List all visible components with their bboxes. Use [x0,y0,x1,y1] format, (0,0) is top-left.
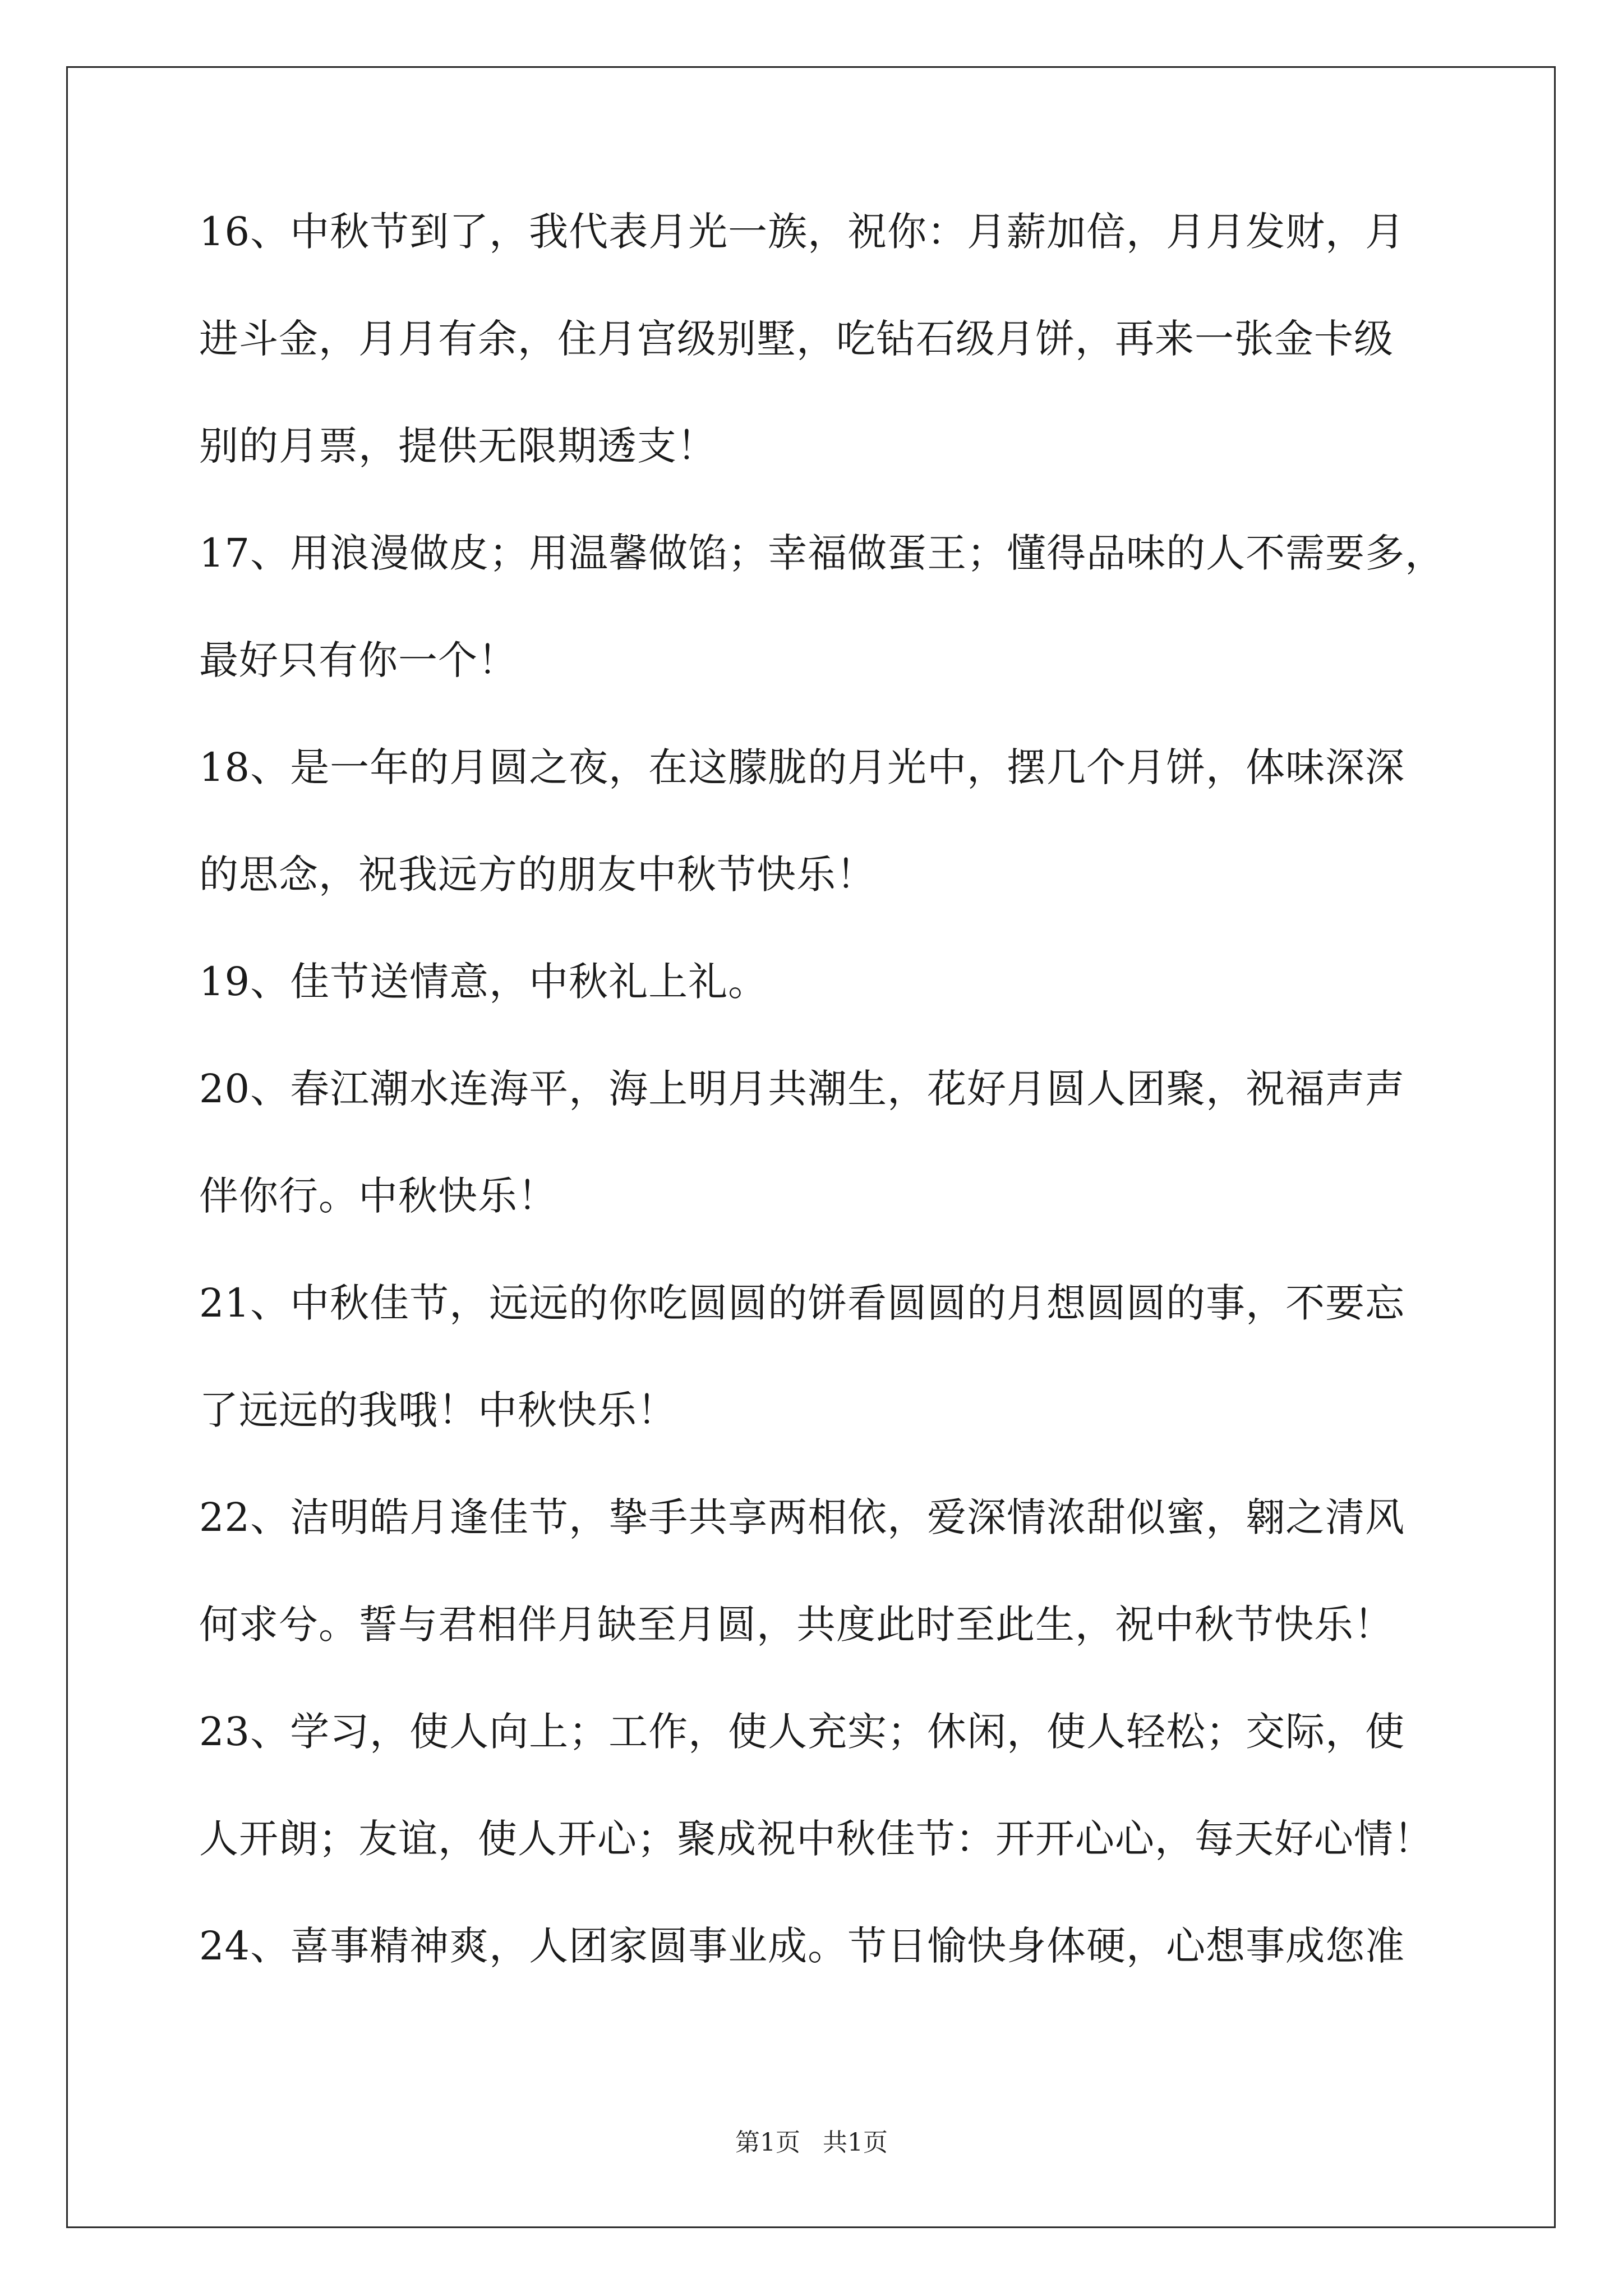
page-number: 第1页 [735,2128,800,2157]
text-line: 16、中秋节到了，我代表月光一族，祝你：月薪加倍，月月发财，月 [199,209,1405,255]
text-line: 何求兮。誓与君相伴月缺至月圆，共度此时至此生，祝中秋节快乐！ [199,1602,1394,1648]
document-body [199,209,1445,2032]
text-line: 18、是一年的月圆之夜，在这朦胧的月光中，摆几个月饼，体味深深 [199,744,1405,790]
text-line: 20、春江潮水连海平，海上明月共潮生，花好月圆人团聚，祝福声声 [199,1066,1405,1112]
text-line: 进斗金，月月有余，住月宫级别墅，吃钻石级月饼，再来一张金卡级 [199,316,1394,362]
text-line: 24、喜事精神爽，人团家圆事业成。节日愉快身体硬，心想事成您准 [199,1923,1405,1969]
text-line: 别的月票，提供无限期透支！ [199,423,717,469]
text-line: 21、中秋佳节，远远的你吃圆圆的饼看圆圆的月想圆圆的事，不要忘 [199,1280,1405,1326]
text-line: 最好只有你一个！ [199,637,518,683]
text-line: 了远远的我哦！中秋快乐！ [199,1387,677,1433]
page-footer [0,2129,1623,2157]
page-total: 共1页 [823,2128,888,2157]
text-line: 19、佳节送情意，中秋礼上礼。 [199,959,768,1005]
text-line: 23、学习，使人向上；工作，使人充实；休闲，使人轻松；交际，使 [199,1709,1405,1755]
text-line: 伴你行。中秋快乐！ [199,1173,557,1219]
text-line: 人开朗；友谊，使人开心；聚成祝中秋佳节：开开心心，每天好心情！ [199,1816,1433,1862]
text-line: 22、洁明皓月逢佳节，挚手共享两相依，爱深情浓甜似蜜，翱之清风 [199,1494,1405,1540]
text-line: 17、用浪漫做皮；用温馨做馅；幸福做蛋王；懂得品味的人不需要多， [199,530,1445,576]
text-line: 的思念，祝我远方的朋友中秋节快乐！ [199,852,876,898]
